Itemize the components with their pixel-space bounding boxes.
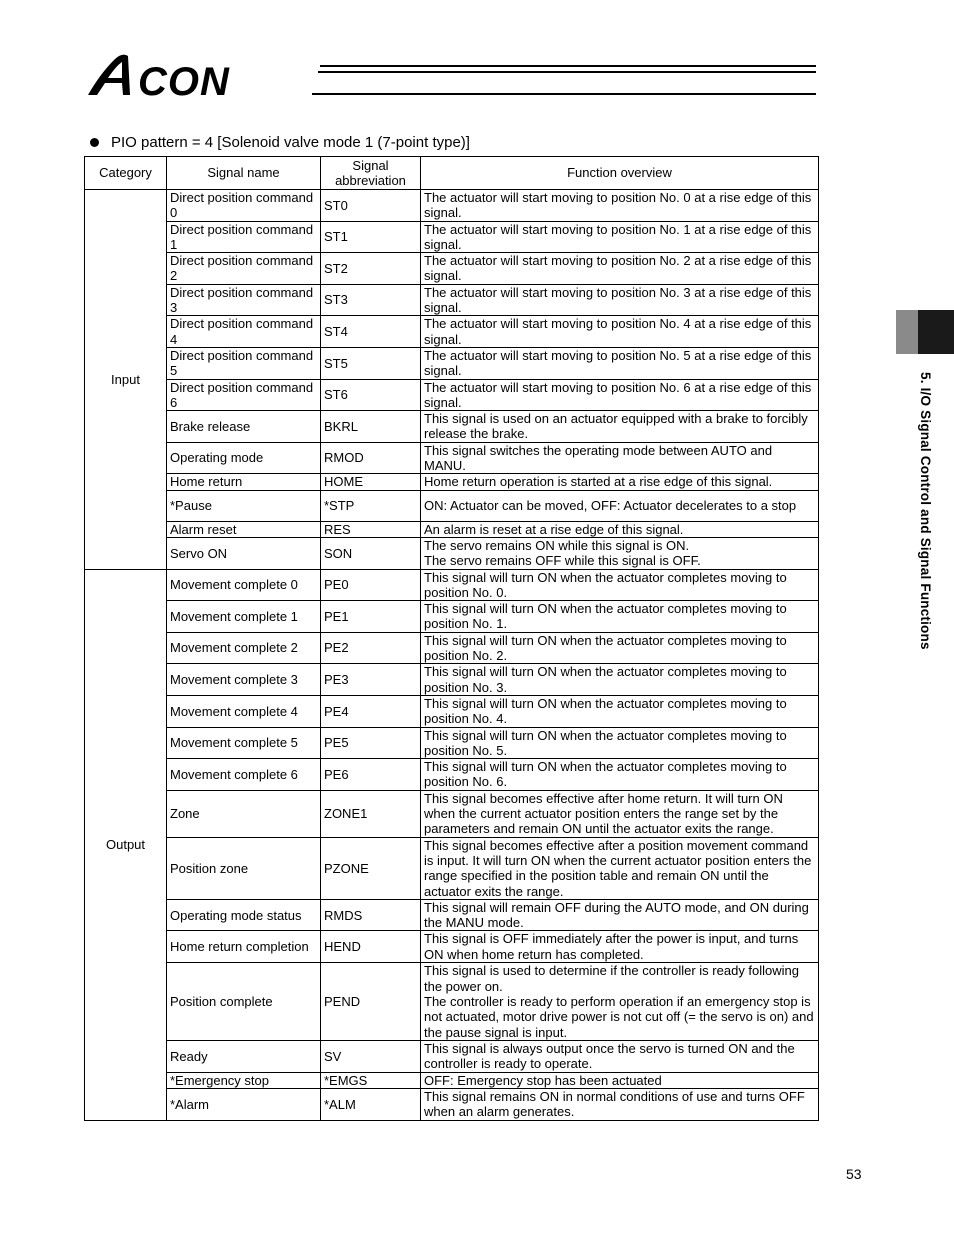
signal-name-cell: *Emergency stop <box>167 1072 321 1088</box>
function-overview-cell: An alarm is reset at a rise edge of this signal. <box>421 521 819 537</box>
signal-name-cell: Movement complete 4 <box>167 695 321 727</box>
signal-abbreviation-cell: HEND <box>321 931 421 963</box>
table-row <box>85 632 819 664</box>
signal-name-cell: Direct position command 5 <box>167 347 321 379</box>
signal-name-cell: Movement complete 3 <box>167 664 321 696</box>
table-row <box>85 1088 819 1120</box>
signal-abbreviation-cell: RES <box>321 521 421 537</box>
signal-name-cell: Alarm reset <box>167 521 321 537</box>
function-overview-cell: The actuator will start moving to position No. 0 at a rise edge of this signal. <box>421 190 819 222</box>
table-row <box>85 1041 819 1073</box>
signal-abbreviation-cell: RMDS <box>321 899 421 931</box>
function-overview-cell: Home return operation is started at a rise edge of this signal. <box>421 474 819 490</box>
signal-name-cell: *Alarm <box>167 1088 321 1120</box>
function-overview-cell: This signal becomes effective after home return. It will turn ON when the current actuator position enters the range set by the parameters and remain ON until the actuator exits the range. <box>421 790 819 837</box>
function-overview-cell: This signal will turn ON when the actuator completes moving to position No. 5. <box>421 727 819 759</box>
function-overview-cell: ON: Actuator can be moved, OFF: Actuator decelerates to a stop <box>421 490 819 521</box>
function-overview-cell: This signal will turn ON when the actuator completes moving to position No. 4. <box>421 695 819 727</box>
table-row <box>85 931 819 963</box>
chapter-tab-marker <box>918 310 954 354</box>
signal-abbreviation-cell: BKRL <box>321 411 421 443</box>
table-row <box>85 284 819 316</box>
signal-abbreviation-cell: HOME <box>321 474 421 490</box>
header-rule <box>312 64 818 101</box>
signal-abbreviation-cell: PE5 <box>321 727 421 759</box>
table-row <box>85 601 819 633</box>
function-overview-cell: This signal switches the operating mode between AUTO and MANU. <box>421 442 819 474</box>
signal-name-cell: Movement complete 6 <box>167 759 321 791</box>
signal-abbreviation-cell: *ALM <box>321 1088 421 1120</box>
function-overview-cell: This signal is always output once the servo is turned ON and the controller is ready to operate. <box>421 1041 819 1073</box>
table-row <box>85 347 819 379</box>
function-overview-cell: The actuator will start moving to position No. 3 at a rise edge of this signal. <box>421 284 819 316</box>
signal-abbreviation-cell: ST6 <box>321 379 421 411</box>
table-row <box>85 379 819 411</box>
signal-name-cell: Servo ON <box>167 537 321 569</box>
signal-name-cell: Direct position command 2 <box>167 253 321 285</box>
signal-abbreviation-cell: PE3 <box>321 664 421 696</box>
signal-abbreviation-cell: PE6 <box>321 759 421 791</box>
signal-abbreviation-cell: ST5 <box>321 347 421 379</box>
header-function-overview: Function overview <box>421 157 819 190</box>
signal-abbreviation-cell: ZONE1 <box>321 790 421 837</box>
signal-name-cell: Operating mode <box>167 442 321 474</box>
signal-name-cell: Brake release <box>167 411 321 443</box>
signal-name-cell: Movement complete 1 <box>167 601 321 633</box>
signal-name-cell: Direct position command 4 <box>167 316 321 348</box>
pio-pattern-heading <box>90 134 470 151</box>
function-overview-cell: This signal will turn ON when the actuator completes moving to position No. 3. <box>421 664 819 696</box>
function-overview-cell: This signal is used on an actuator equipped with a brake to forcibly release the brake. <box>421 411 819 443</box>
table-row <box>85 490 819 521</box>
header-signal-name: Signal name <box>167 157 321 190</box>
chapter-tab-marker-light <box>896 310 918 354</box>
table-row <box>85 537 819 569</box>
signal-abbreviation-cell: ST2 <box>321 253 421 285</box>
signal-name-cell: Movement complete 0 <box>167 569 321 601</box>
function-overview-cell: This signal becomes effective after a position movement command is input. It will turn ON when the current actuator position enters the range specified in the position table and remain ON until the actuator exits the range. <box>421 837 819 899</box>
table-row <box>85 221 819 253</box>
signal-name-cell: Home return completion <box>167 931 321 963</box>
function-overview-cell: The actuator will start moving to position No. 1 at a rise edge of this signal. <box>421 221 819 253</box>
signal-abbreviation-cell: PEND <box>321 963 421 1041</box>
signal-abbreviation-cell: ST0 <box>321 190 421 222</box>
table-row <box>85 727 819 759</box>
table-row <box>85 664 819 696</box>
category-cell: Output <box>85 569 167 1120</box>
function-overview-cell: OFF: Emergency stop has been actuated <box>421 1072 819 1088</box>
signal-abbreviation-cell: *STP <box>321 490 421 521</box>
pio-pattern-text: PIO pattern = 4 [Solenoid valve mode 1 (7-point type)] <box>111 134 470 151</box>
acon-logo-graphic <box>86 50 312 100</box>
signal-name-cell: Movement complete 2 <box>167 632 321 664</box>
signal-name-cell: *Pause <box>167 490 321 521</box>
function-overview-cell: This signal will turn ON when the actuator completes moving to position No. 6. <box>421 759 819 791</box>
header-rule-graphic <box>312 64 818 96</box>
table-row <box>85 569 819 601</box>
function-overview-cell: The servo remains ON while this signal is ON. The servo remains OFF while this signal is OFF. <box>421 537 819 569</box>
function-overview-cell: The actuator will start moving to position No. 6 at a rise edge of this signal. <box>421 379 819 411</box>
chapter-side-label: 5. I/O Signal Control and Signal Functions <box>918 372 933 650</box>
header-signal-abbreviation: Signal abbreviation <box>321 157 421 190</box>
function-overview-cell: This signal will turn ON when the actuator completes moving to position No. 1. <box>421 601 819 633</box>
signal-abbreviation-cell: PE0 <box>321 569 421 601</box>
function-overview-cell: This signal will turn ON when the actuator completes moving to position No. 0. <box>421 569 819 601</box>
signal-name-cell: Home return <box>167 474 321 490</box>
signal-abbreviation-cell: PZONE <box>321 837 421 899</box>
function-overview-cell: This signal remains ON in normal conditions of use and turns OFF when an alarm generates. <box>421 1088 819 1120</box>
signal-abbreviation-cell: SV <box>321 1041 421 1073</box>
signal-abbreviation-cell: *EMGS <box>321 1072 421 1088</box>
signal-abbreviation-cell: PE1 <box>321 601 421 633</box>
function-overview-cell: The actuator will start moving to position No. 5 at a rise edge of this signal. <box>421 347 819 379</box>
table-row <box>85 695 819 727</box>
signal-abbreviation-cell: ST3 <box>321 284 421 316</box>
function-overview-cell: This signal will remain OFF during the AUTO mode, and ON during the MANU mode. <box>421 899 819 931</box>
table-row <box>85 790 819 837</box>
page-number: 53 <box>846 1166 862 1182</box>
table-row <box>85 316 819 348</box>
signal-name-cell: Position complete <box>167 963 321 1041</box>
signal-abbreviation-cell: ST4 <box>321 316 421 348</box>
table-row <box>85 253 819 285</box>
svg-text:CON: CON <box>138 60 230 100</box>
signal-name-cell: Direct position command 6 <box>167 379 321 411</box>
signal-abbreviation-cell: SON <box>321 537 421 569</box>
signal-name-cell: Operating mode status <box>167 899 321 931</box>
signal-abbreviation-cell: RMOD <box>321 442 421 474</box>
signal-name-cell: Direct position command 3 <box>167 284 321 316</box>
signal-name-cell: Direct position command 0 <box>167 190 321 222</box>
function-overview-cell: The actuator will start moving to position No. 2 at a rise edge of this signal. <box>421 253 819 285</box>
category-cell: Input <box>85 190 167 570</box>
signal-name-cell: Direct position command 1 <box>167 221 321 253</box>
function-overview-cell: This signal is used to determine if the controller is ready following the power on. The controller is ready to perform operation if an emergency stop is not actuated, motor drive power is not cut off (= the servo is on) and the pause signal is input. <box>421 963 819 1041</box>
signal-name-cell: Position zone <box>167 837 321 899</box>
signal-name-cell: Movement complete 5 <box>167 727 321 759</box>
signal-name-cell: Zone <box>167 790 321 837</box>
signal-abbreviation-cell: PE2 <box>321 632 421 664</box>
table-row <box>85 442 819 474</box>
acon-logo <box>86 50 312 105</box>
signal-abbreviation-cell: PE4 <box>321 695 421 727</box>
table-row <box>85 190 819 222</box>
function-overview-cell: This signal will turn ON when the actuator completes moving to position No. 2. <box>421 632 819 664</box>
signal-name-cell: Ready <box>167 1041 321 1073</box>
function-overview-cell: This signal is OFF immediately after the power is input, and turns ON when home return has completed. <box>421 931 819 963</box>
function-overview-cell: The actuator will start moving to position No. 4 at a rise edge of this signal. <box>421 316 819 348</box>
signal-abbreviation-cell: ST1 <box>321 221 421 253</box>
header-category: Category <box>85 157 167 190</box>
table-row <box>85 474 819 490</box>
signal-table <box>84 156 819 1121</box>
table-row <box>85 899 819 931</box>
table-header-row <box>85 157 819 190</box>
bullet-icon <box>90 138 99 147</box>
table-row <box>85 411 819 443</box>
table-row <box>85 837 819 899</box>
table-row <box>85 963 819 1041</box>
table-row <box>85 1072 819 1088</box>
signal-table-body <box>85 190 819 1121</box>
table-row <box>85 759 819 791</box>
table-row <box>85 521 819 537</box>
